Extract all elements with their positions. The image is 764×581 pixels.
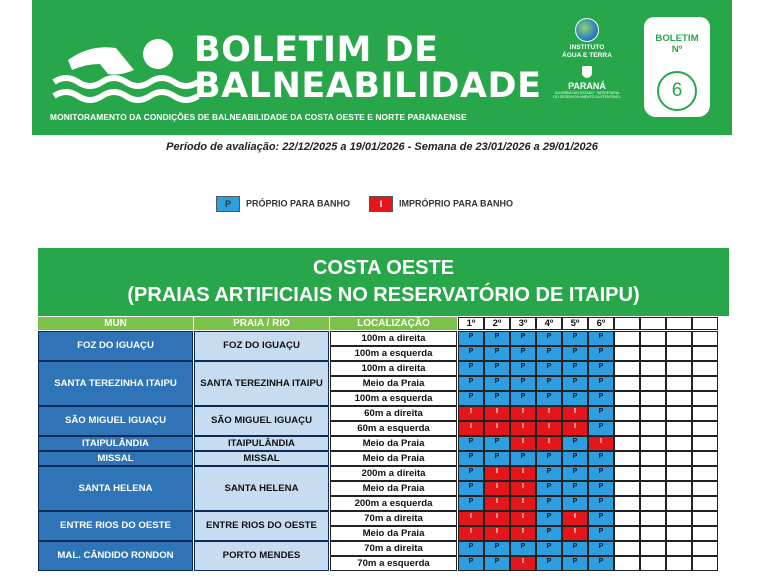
empty-cell bbox=[614, 511, 640, 526]
location-cell: 100m a esquerda bbox=[330, 346, 457, 361]
beach-cell: ENTRE RIOS DO OESTE bbox=[194, 511, 329, 541]
status-cell: P bbox=[458, 496, 484, 511]
status-cell: P bbox=[562, 541, 588, 556]
status-cell: I bbox=[562, 406, 588, 421]
municipality-cell: ENTRE RIOS DO OESTE bbox=[38, 511, 193, 541]
status-cell: P bbox=[562, 376, 588, 391]
evaluation-period: Período de avaliação: 22/12/2025 a 19/01/2026 - Semana de 23/01/2026 a 29/01/2026 bbox=[166, 141, 598, 153]
location-cell: 60m a direita bbox=[330, 406, 457, 421]
empty-cell bbox=[640, 436, 666, 451]
bulletin-number-badge bbox=[644, 17, 710, 117]
status-cell: P bbox=[484, 451, 510, 466]
title-line-1: BOLETIM DE bbox=[194, 30, 439, 70]
municipality-cell: SÃO MIGUEL IGUAÇU bbox=[38, 406, 193, 436]
status-cell: P bbox=[484, 541, 510, 556]
empty-cell bbox=[666, 556, 692, 571]
week-header-2: 2º bbox=[484, 317, 510, 330]
empty-cell bbox=[640, 331, 666, 346]
week-header-3: 3º bbox=[510, 317, 536, 330]
status-cell: P bbox=[510, 391, 536, 406]
col-header-mun: MUN bbox=[38, 317, 193, 330]
status-cell: I bbox=[510, 466, 536, 481]
table-title-line-1: COSTA OESTE bbox=[312, 257, 455, 279]
table-title-line-2: (PRAIAS ARTIFICIAIS NO RESERVATÓRIO DE ITAIPU) bbox=[127, 284, 640, 306]
empty-cell bbox=[640, 361, 666, 376]
status-cell: P bbox=[588, 511, 614, 526]
empty-cell bbox=[614, 496, 640, 511]
status-cell: I bbox=[510, 436, 536, 451]
empty-cell bbox=[692, 421, 718, 436]
empty-cell bbox=[692, 481, 718, 496]
status-cell: P bbox=[484, 331, 510, 346]
empty-cell bbox=[666, 466, 692, 481]
status-cell: I bbox=[484, 526, 510, 541]
empty-cell bbox=[666, 376, 692, 391]
empty-cell bbox=[640, 406, 666, 421]
status-cell: P bbox=[484, 436, 510, 451]
status-cell: I bbox=[484, 511, 510, 526]
location-cell: 70m a esquerda bbox=[330, 556, 457, 571]
empty-cell bbox=[614, 436, 640, 451]
status-cell: P bbox=[588, 421, 614, 436]
empty-cell bbox=[614, 361, 640, 376]
empty-cell bbox=[640, 466, 666, 481]
legend-proprio bbox=[216, 196, 350, 212]
globe-icon bbox=[575, 18, 599, 42]
status-cell: I bbox=[484, 466, 510, 481]
status-cell: P bbox=[510, 376, 536, 391]
status-cell: P bbox=[536, 346, 562, 361]
week-header-1: 1º bbox=[458, 317, 484, 330]
status-cell: P bbox=[458, 436, 484, 451]
week-header-9 bbox=[666, 317, 692, 330]
empty-cell bbox=[640, 451, 666, 466]
empty-cell bbox=[614, 346, 640, 361]
status-cell: P bbox=[562, 556, 588, 571]
status-cell: P bbox=[588, 481, 614, 496]
empty-cell bbox=[640, 511, 666, 526]
location-cell: Meio da Praia bbox=[330, 376, 457, 391]
location-cell: 100m a direita bbox=[330, 331, 457, 346]
swimmer-icon bbox=[50, 34, 200, 104]
status-cell: P bbox=[510, 331, 536, 346]
status-cell: P bbox=[458, 346, 484, 361]
location-cell: 70m a direita bbox=[330, 541, 457, 556]
empty-cell bbox=[692, 556, 718, 571]
status-cell: P bbox=[562, 331, 588, 346]
status-cell: P bbox=[562, 391, 588, 406]
municipality-cell: MISSAL bbox=[38, 451, 193, 466]
status-cell: P bbox=[484, 556, 510, 571]
legend-proprio-swatch: P bbox=[216, 196, 240, 212]
status-cell: P bbox=[458, 391, 484, 406]
legend-proprio-label: PRÓPRIO PARA BANHO bbox=[246, 198, 351, 209]
logo-instituto-agua-terra: INSTITUTO ÁGUA E TERRA bbox=[552, 18, 622, 60]
header-banner bbox=[32, 0, 732, 135]
empty-cell bbox=[614, 451, 640, 466]
empty-cell bbox=[666, 496, 692, 511]
status-cell: P bbox=[458, 481, 484, 496]
status-cell: I bbox=[536, 421, 562, 436]
empty-cell bbox=[640, 421, 666, 436]
beach-cell: MISSAL bbox=[194, 451, 329, 466]
table-title bbox=[38, 248, 729, 316]
status-cell: I bbox=[484, 406, 510, 421]
empty-cell bbox=[614, 466, 640, 481]
status-cell: P bbox=[484, 376, 510, 391]
status-cell: P bbox=[562, 346, 588, 361]
week-header-6: 6º bbox=[588, 317, 614, 330]
empty-cell bbox=[692, 346, 718, 361]
beach-cell: PORTO MENDES bbox=[194, 541, 329, 571]
status-cell: I bbox=[510, 526, 536, 541]
status-cell: P bbox=[458, 451, 484, 466]
empty-cell bbox=[666, 511, 692, 526]
empty-cell bbox=[640, 481, 666, 496]
status-cell: I bbox=[458, 511, 484, 526]
status-cell: I bbox=[510, 406, 536, 421]
status-cell: P bbox=[484, 361, 510, 376]
legend-improprio bbox=[369, 196, 513, 212]
status-cell: P bbox=[458, 331, 484, 346]
status-cell: P bbox=[588, 451, 614, 466]
empty-cell bbox=[640, 556, 666, 571]
empty-cell bbox=[614, 406, 640, 421]
badge-number: 6 bbox=[657, 71, 697, 111]
empty-cell bbox=[640, 526, 666, 541]
status-cell: P bbox=[588, 466, 614, 481]
empty-cell bbox=[692, 451, 718, 466]
location-cell: 70m a direita bbox=[330, 511, 457, 526]
status-cell: I bbox=[588, 436, 614, 451]
status-cell: P bbox=[458, 361, 484, 376]
empty-cell bbox=[666, 361, 692, 376]
subtitle: MONITORAMENTO DA CONDIÇÕES DE BALNEABILIDADE DA COSTA OESTE E NORTE PARANAENSE bbox=[50, 112, 467, 122]
status-cell: P bbox=[562, 451, 588, 466]
empty-cell bbox=[666, 421, 692, 436]
beach-cell: ITAIPULÂNDIA bbox=[194, 436, 329, 451]
status-cell: P bbox=[536, 466, 562, 481]
status-cell: P bbox=[536, 481, 562, 496]
location-cell: 100m a direita bbox=[330, 361, 457, 376]
shield-icon bbox=[582, 66, 592, 78]
legend-improprio-label: IMPRÓPRIO PARA BANHO bbox=[399, 198, 514, 209]
status-cell: P bbox=[588, 496, 614, 511]
status-cell: I bbox=[458, 406, 484, 421]
empty-cell bbox=[640, 541, 666, 556]
status-cell: P bbox=[536, 361, 562, 376]
location-cell: Meio da Praia bbox=[330, 436, 457, 451]
empty-cell bbox=[614, 526, 640, 541]
empty-cell bbox=[666, 481, 692, 496]
status-cell: P bbox=[588, 556, 614, 571]
status-cell: I bbox=[458, 526, 484, 541]
status-cell: P bbox=[588, 376, 614, 391]
week-header-8 bbox=[640, 317, 666, 330]
location-cell: 60m a esquerda bbox=[330, 421, 457, 436]
municipality-cell: SANTA TEREZINHA ITAIPU bbox=[38, 361, 193, 406]
week-header-7 bbox=[614, 317, 640, 330]
status-cell: P bbox=[510, 346, 536, 361]
beach-cell: SÃO MIGUEL IGUAÇU bbox=[194, 406, 329, 436]
empty-cell bbox=[692, 496, 718, 511]
empty-cell bbox=[692, 541, 718, 556]
status-cell: P bbox=[484, 391, 510, 406]
status-cell: I bbox=[484, 481, 510, 496]
status-cell: P bbox=[484, 346, 510, 361]
week-header-10 bbox=[692, 317, 718, 330]
empty-cell bbox=[692, 331, 718, 346]
status-cell: I bbox=[510, 481, 536, 496]
status-cell: I bbox=[562, 421, 588, 436]
status-cell: P bbox=[510, 361, 536, 376]
status-cell: P bbox=[536, 391, 562, 406]
status-cell: P bbox=[510, 541, 536, 556]
legend-improprio-swatch: I bbox=[369, 196, 393, 212]
empty-cell bbox=[640, 346, 666, 361]
status-cell: I bbox=[536, 436, 562, 451]
status-cell: P bbox=[562, 496, 588, 511]
status-cell: I bbox=[536, 406, 562, 421]
location-cell: 100m a esquerda bbox=[330, 391, 457, 406]
status-cell: P bbox=[588, 406, 614, 421]
status-cell: I bbox=[510, 421, 536, 436]
status-cell: P bbox=[588, 541, 614, 556]
location-cell: Meio da Praia bbox=[330, 451, 457, 466]
badge-label: BOLETIM Nº bbox=[655, 33, 699, 55]
status-cell: P bbox=[562, 466, 588, 481]
location-cell: Meio da Praia bbox=[330, 526, 457, 541]
status-cell: I bbox=[484, 496, 510, 511]
status-cell: I bbox=[510, 511, 536, 526]
empty-cell bbox=[666, 451, 692, 466]
municipality-cell: FOZ DO IGUAÇU bbox=[38, 331, 193, 361]
empty-cell bbox=[614, 481, 640, 496]
empty-cell bbox=[640, 376, 666, 391]
status-cell: P bbox=[588, 391, 614, 406]
status-cell: P bbox=[536, 331, 562, 346]
status-cell: P bbox=[536, 511, 562, 526]
municipality-cell: ITAIPULÂNDIA bbox=[38, 436, 193, 451]
empty-cell bbox=[640, 391, 666, 406]
empty-cell bbox=[692, 526, 718, 541]
empty-cell bbox=[666, 331, 692, 346]
empty-cell bbox=[666, 436, 692, 451]
week-header-4: 4º bbox=[536, 317, 562, 330]
empty-cell bbox=[666, 406, 692, 421]
week-header-5: 5º bbox=[562, 317, 588, 330]
status-cell: P bbox=[510, 451, 536, 466]
empty-cell bbox=[614, 376, 640, 391]
status-cell: P bbox=[536, 451, 562, 466]
empty-cell bbox=[666, 541, 692, 556]
empty-cell bbox=[614, 556, 640, 571]
location-cell: 200m a esquerda bbox=[330, 496, 457, 511]
status-cell: P bbox=[588, 526, 614, 541]
status-cell: I bbox=[562, 526, 588, 541]
status-cell: I bbox=[484, 421, 510, 436]
empty-cell bbox=[692, 361, 718, 376]
beach-cell: SANTA HELENA bbox=[194, 466, 329, 511]
status-cell: P bbox=[536, 376, 562, 391]
logo-parana: PARANÁ GOVERNO DO ESTADO · SECRETARIA DO DESENVOLVIMENTO SUSTENTÁVEL bbox=[552, 66, 622, 99]
empty-cell bbox=[692, 391, 718, 406]
municipality-cell: MAL. CÂNDIDO RONDON bbox=[38, 541, 193, 571]
empty-cell bbox=[666, 346, 692, 361]
empty-cell bbox=[692, 511, 718, 526]
status-cell: P bbox=[458, 376, 484, 391]
status-cell: P bbox=[458, 541, 484, 556]
status-cell: P bbox=[536, 526, 562, 541]
title-line-2: BALNEABILIDADE bbox=[194, 66, 542, 106]
status-cell: P bbox=[458, 556, 484, 571]
municipality-cell: SANTA HELENA bbox=[38, 466, 193, 511]
empty-cell bbox=[614, 421, 640, 436]
status-cell: P bbox=[536, 556, 562, 571]
status-cell: I bbox=[458, 421, 484, 436]
empty-cell bbox=[614, 541, 640, 556]
empty-cell bbox=[640, 496, 666, 511]
empty-cell bbox=[666, 391, 692, 406]
empty-cell bbox=[692, 406, 718, 421]
empty-cell bbox=[692, 376, 718, 391]
status-cell: P bbox=[562, 361, 588, 376]
status-cell: P bbox=[588, 346, 614, 361]
status-cell: I bbox=[510, 556, 536, 571]
status-cell: I bbox=[562, 511, 588, 526]
status-cell: P bbox=[588, 331, 614, 346]
empty-cell bbox=[692, 466, 718, 481]
status-cell: P bbox=[562, 436, 588, 451]
location-cell: Meio da Praia bbox=[330, 481, 457, 496]
beach-cell: SANTA TEREZINHA ITAIPU bbox=[194, 361, 329, 406]
status-cell: I bbox=[510, 496, 536, 511]
status-cell: P bbox=[562, 481, 588, 496]
status-cell: P bbox=[536, 541, 562, 556]
status-cell: P bbox=[588, 361, 614, 376]
status-cell: P bbox=[458, 466, 484, 481]
empty-cell bbox=[614, 331, 640, 346]
beach-cell: FOZ DO IGUAÇU bbox=[194, 331, 329, 361]
status-cell: P bbox=[536, 496, 562, 511]
empty-cell bbox=[692, 436, 718, 451]
col-header-praia: PRAIA / RIO bbox=[194, 317, 329, 330]
empty-cell bbox=[666, 526, 692, 541]
empty-cell bbox=[614, 391, 640, 406]
col-header-localizacao: LOCALIZAÇÃO bbox=[330, 317, 457, 330]
location-cell: 200m a direita bbox=[330, 466, 457, 481]
